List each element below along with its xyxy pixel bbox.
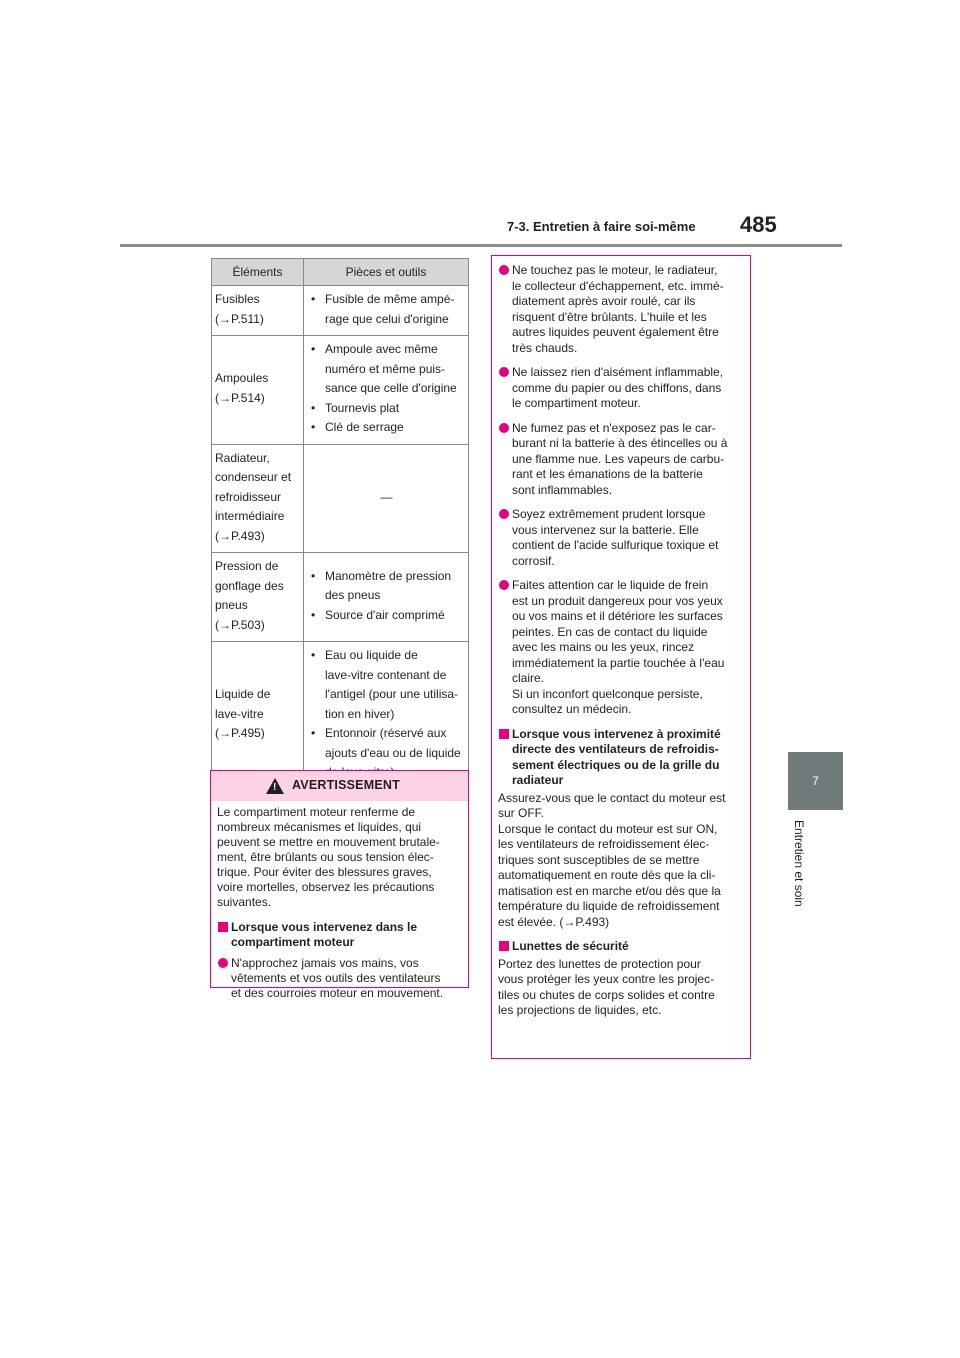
text-line: sur OFF.	[498, 806, 545, 820]
round-bullet-icon	[499, 265, 509, 275]
list-item-line: • Entonnoir (réservé aux	[325, 726, 447, 740]
warning-subheading	[217, 920, 462, 950]
element-line: intermédiaire	[215, 509, 285, 523]
parts-cell	[304, 336, 469, 445]
text-line: Le compartiment moteur renferme de	[217, 805, 416, 819]
text-line: sont inflammables.	[512, 482, 613, 497]
text-line: Portez des lunettes de protection pour	[498, 956, 701, 971]
column-header-parts: Pièces et outils	[304, 259, 469, 286]
text-line: sement électriques ou de la grille du	[512, 757, 720, 772]
warning-triangle-icon	[266, 778, 284, 794]
list-item	[307, 290, 466, 329]
element-cell	[212, 336, 304, 445]
chapter-label	[790, 820, 814, 940]
element-line: Radiateur,	[215, 450, 270, 465]
table-row	[212, 642, 469, 790]
text-line: Ne touchez pas le moteur, le radiateur,	[512, 263, 718, 277]
bullet-item	[498, 578, 743, 718]
list-item	[307, 567, 466, 606]
text-line: peuvent se mettre en mouvement brutale-	[217, 835, 440, 849]
page-reference: (→P.503)	[215, 617, 265, 632]
text-line: automatiquement en route dès que la cli-	[498, 868, 716, 882]
text-line: le compartiment moteur.	[512, 396, 641, 410]
text-line: diatement après avoir roulé, car ils	[512, 294, 696, 308]
element-line: pneus	[215, 598, 248, 612]
text-line: peintes. En cas de contact du liquide	[512, 624, 708, 639]
text-line: trique. Pour éviter des blessures graves,	[217, 865, 432, 879]
text-line: ment, être brûlants ou sous tension élec-	[217, 850, 434, 864]
text-line: Assurez-vous que le contact du moteur est	[498, 790, 726, 805]
text-line: risquent d'être brûlants. L'huile et les	[512, 309, 707, 324]
text-line: consultez un médecin.	[512, 702, 632, 716]
text-line: Lorsque vous intervenez dans le	[231, 920, 418, 934]
element-line: refroidisseur	[215, 489, 282, 504]
text-line: compartiment moteur	[231, 935, 355, 949]
element-line: Ampoules	[215, 371, 269, 386]
text-line: ou vos mains et il détériore les surfaces	[512, 609, 723, 623]
bullet-item	[498, 365, 743, 412]
list-item-line: rage que celui d'origine	[325, 311, 449, 326]
page-reference: (→P.514)	[215, 390, 265, 405]
element-cell	[212, 444, 304, 553]
list-item-line: ajouts d'eau ou de liquide	[325, 745, 461, 760]
text-line: tiles ou chutes de corps solides et contre	[498, 987, 715, 1002]
list-item-line: lave-vitre contenant de	[325, 667, 447, 682]
text-line: immédiatement la partie touchée à l'eau	[512, 655, 725, 670]
list-item-line: • Tournevis plat	[325, 400, 400, 415]
warning-bullet	[217, 956, 462, 1001]
text-line: Soyez extrêmement prudent lorsque	[512, 507, 706, 521]
text-line: avec les mains ou les yeux, rincez	[512, 640, 695, 654]
element-cell	[212, 286, 304, 336]
element-cell	[212, 642, 304, 790]
element-line: lave-vitre	[215, 706, 264, 721]
list-item-line: tion en hiver)	[325, 706, 395, 721]
bullet-item	[498, 507, 743, 569]
element-line: Pression de	[215, 559, 279, 573]
list-item-line: sance que celle d'origine	[325, 381, 457, 395]
text-line: Ne fumez pas et n'exposez pas le car-	[512, 420, 716, 435]
text-line: et des courroies moteur en mouvement.	[231, 986, 444, 1000]
text-line: très chauds.	[512, 340, 578, 355]
warning-header	[211, 771, 468, 801]
list-item	[307, 606, 466, 626]
bullet-item	[498, 421, 743, 499]
text-line: le collecteur d'échappement, etc. immé-	[512, 278, 724, 293]
parts-cell	[304, 642, 469, 790]
text-line: triques sont susceptibles de se mettre	[498, 852, 700, 867]
text-line: comme du papier ou des chiffons, dans	[512, 380, 722, 395]
table-row	[212, 336, 469, 445]
page-reference: (→P.511)	[215, 311, 264, 326]
element-line: gonflage des	[215, 578, 284, 593]
round-bullet-icon	[499, 367, 509, 377]
page-number: 485	[740, 212, 777, 237]
text-line: Lorsque vous intervenez à proximité	[512, 726, 721, 741]
text-line: corrosif.	[512, 553, 555, 568]
list-item-line: • Fusible de même ampé-	[325, 292, 455, 306]
list-item	[307, 399, 466, 419]
text-line: les projections de liquides, etc.	[498, 1003, 662, 1017]
bullet-item	[498, 263, 743, 356]
list-item-line: • Source d'air comprimé	[325, 607, 445, 622]
table-row	[212, 553, 469, 642]
table-row	[212, 286, 469, 336]
list-item-line: numéro et même puis-	[325, 361, 446, 376]
warning-title: AVERTISSEMENT	[292, 778, 400, 792]
list-item-line: des pneus	[325, 588, 381, 603]
chapter-label-text: Entretien et soin	[792, 820, 806, 907]
parts-cell	[304, 286, 469, 336]
text-line: nombreux mécanismes et liquides, qui	[217, 820, 422, 834]
text-line: est élevée. (→P.493)	[498, 914, 610, 929]
square-bullet-icon	[499, 941, 509, 951]
warning-continuation-box	[491, 255, 751, 1059]
warning-body	[211, 801, 468, 1001]
round-bullet-icon	[499, 509, 509, 519]
chapter-tab: 7	[788, 752, 843, 810]
page-reference: (→P.495)	[215, 726, 265, 740]
round-bullet-icon	[499, 423, 509, 433]
text-line: directe des ventilateurs de refroidis-	[512, 742, 719, 756]
header-rule	[120, 244, 842, 247]
text-line: autres liquides peuvent également être	[512, 325, 719, 339]
list-item-line: • Clé de serrage	[325, 420, 404, 434]
glasses-text	[498, 957, 743, 1019]
glasses-heading	[498, 939, 743, 955]
text-line: voire mortelles, observez les précautions	[217, 880, 435, 894]
text-line: Lorsque le contact du moteur est sur ON,	[498, 821, 718, 836]
text-line: matisation est en marche et/ou dès que la	[498, 883, 721, 898]
text-line: Ne laissez rien d'aisément inflammable,	[512, 365, 724, 379]
text-line: vêtements et vos outils des ventilateurs	[231, 971, 441, 985]
list-item-line: l'antigel (pour une utilisa-	[325, 687, 459, 701]
parts-table	[211, 258, 469, 790]
list-item	[307, 340, 466, 399]
text-line: vous intervenez sur la batterie. Elle	[512, 522, 699, 537]
element-line: Liquide de	[215, 687, 271, 701]
warning-box	[210, 770, 469, 1000]
column-header-elements: Éléments	[212, 259, 304, 286]
element-line: Fusibles	[215, 292, 260, 306]
table-header-row	[212, 259, 469, 286]
text-line: suivantes.	[217, 895, 272, 909]
square-bullet-icon	[499, 729, 509, 739]
fan-text	[498, 791, 743, 931]
section-title: 7-3. Entretien à faire soi-même	[507, 219, 696, 234]
text-line: contient de l'acide sulfurique toxique et	[512, 538, 719, 552]
text-line: Faites attention car le liquide de frein	[512, 578, 709, 592]
text-line: les ventilateurs de refroidissement élec-	[498, 837, 710, 851]
text-line: claire.	[512, 671, 545, 685]
text-line: une flamme nue. Les vapeurs de carbu-	[512, 451, 725, 466]
empty-parts-dash: —	[304, 444, 469, 553]
element-cell	[212, 553, 304, 642]
square-bullet-icon	[218, 922, 228, 932]
text-line: vous protéger les yeux contre les projec-	[498, 972, 715, 986]
warning-intro	[217, 805, 462, 910]
table-row	[212, 444, 469, 553]
round-bullet-icon	[218, 958, 228, 968]
page-reference: (→P.493)	[215, 528, 265, 543]
text-line: radiateur	[512, 773, 564, 787]
text-line: est un produit dangereux pour vos yeux	[512, 593, 723, 608]
text-line: N'approchez jamais vos mains, vos	[231, 956, 419, 970]
fan-heading	[498, 727, 743, 789]
text-line: température du liquide de refroidissement	[498, 899, 720, 913]
list-item-line: • Manomètre de pression	[325, 568, 452, 583]
list-item	[307, 646, 466, 724]
text-line: Lunettes de sécurité	[512, 939, 629, 953]
text-line: rant et les émanations de la batterie	[512, 467, 703, 481]
list-item-line: • Ampoule avec même	[325, 342, 438, 356]
parts-cell	[304, 553, 469, 642]
element-line: condenseur et	[215, 470, 292, 484]
round-bullet-icon	[499, 580, 509, 590]
list-item-line: • Eau ou liquide de	[325, 648, 418, 662]
text-line: burant ni la batterie à des étincelles ou à	[512, 436, 728, 450]
list-item	[307, 418, 466, 438]
text-line: Si un inconfort quelconque persiste,	[512, 686, 703, 701]
